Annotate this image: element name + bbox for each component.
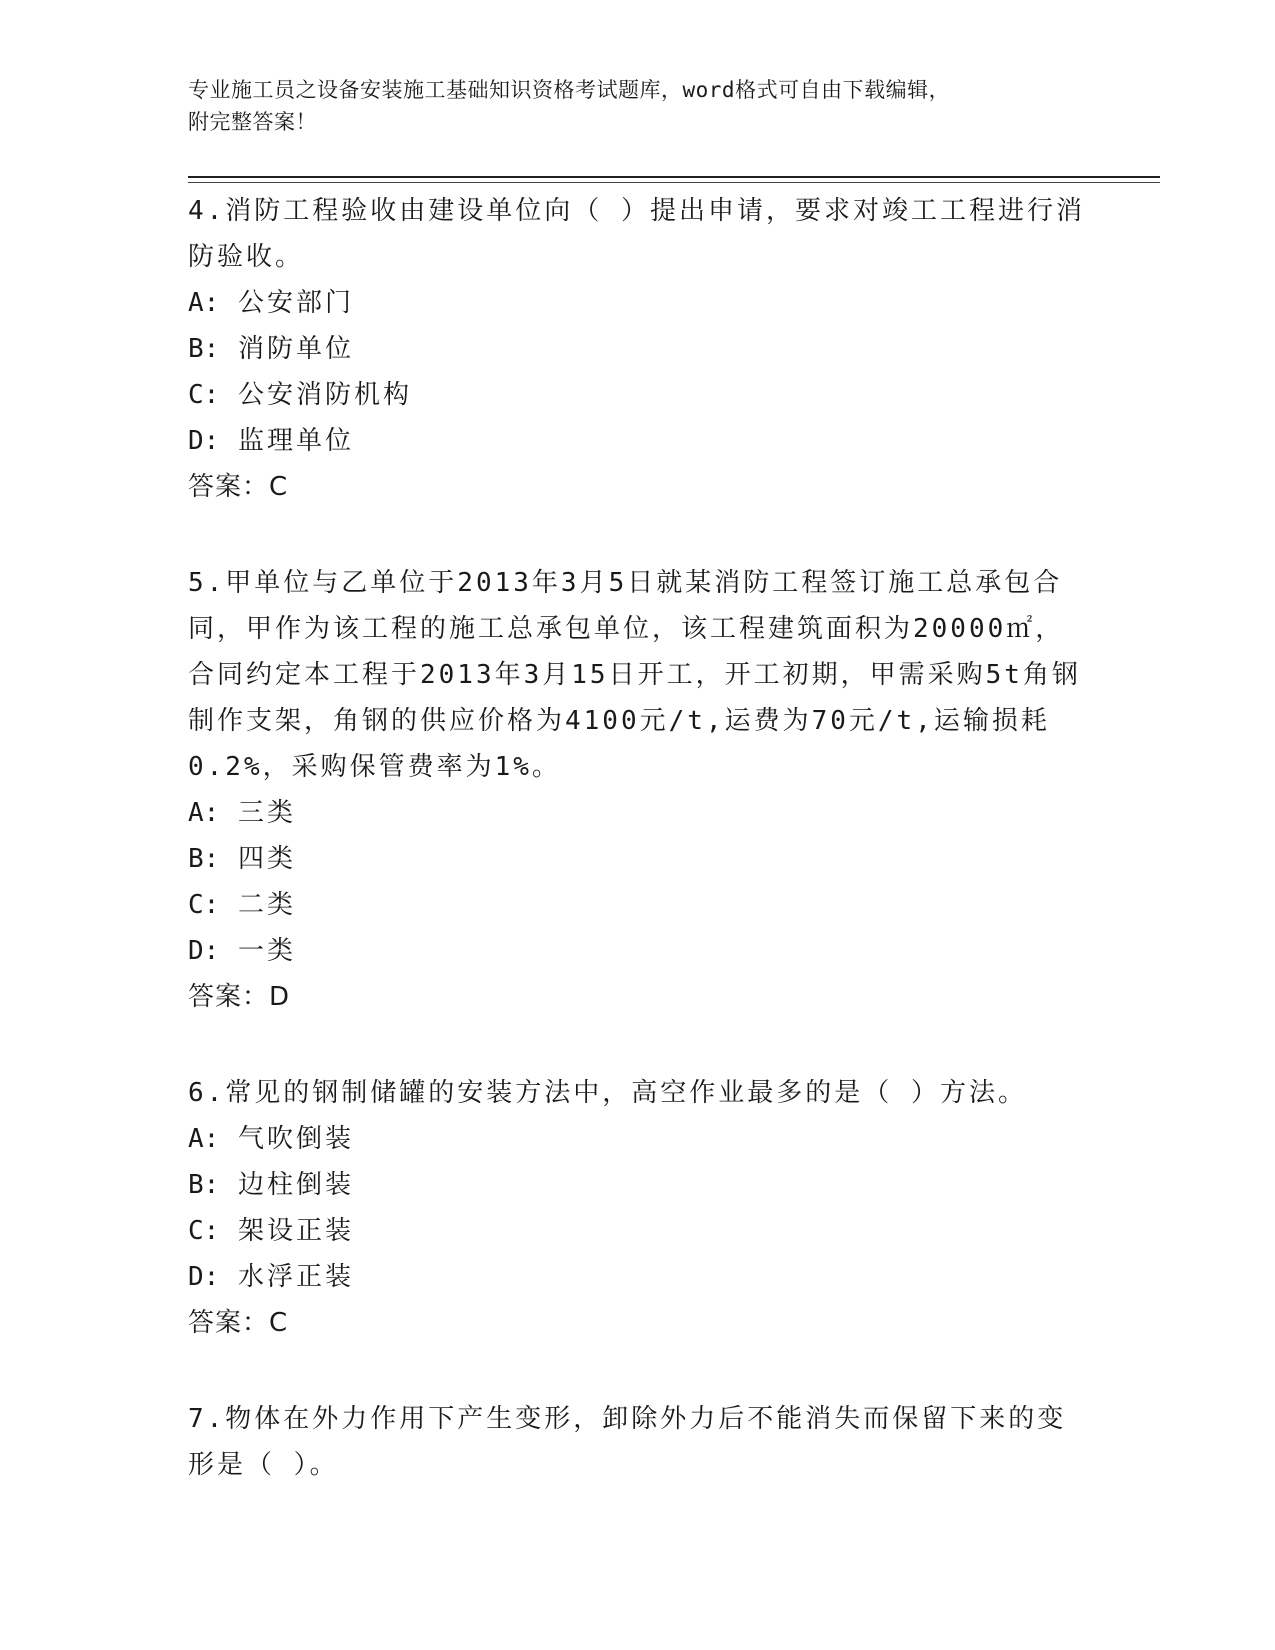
header-divider-thick xyxy=(188,176,1160,178)
option-letter: D: xyxy=(188,1262,220,1292)
option-c xyxy=(188,882,1088,928)
option-b xyxy=(188,1162,1088,1208)
option-a xyxy=(188,790,1088,836)
option-a xyxy=(188,280,1088,326)
option-text: 边柱倒装 xyxy=(237,1170,354,1200)
answer-label: 答案：D xyxy=(188,982,291,1012)
question-stem: 4.消防工程验收由建设单位向（ ）提出申请，要求对竣工工程进行消防验收。 xyxy=(188,196,1085,272)
option-letter: A: xyxy=(188,288,220,318)
option-text: 四类 xyxy=(237,844,296,874)
option-letter: D: xyxy=(188,936,220,966)
question-4 xyxy=(188,188,1088,510)
option-letter: A: xyxy=(188,1124,220,1154)
option-text: 公安消防机构 xyxy=(237,380,412,410)
option-letter: B: xyxy=(188,334,220,364)
question-stem: 7.物体在外力作用下产生变形，卸除外力后不能消失而保留下来的变形是（ ）。 xyxy=(188,1404,1067,1480)
question-7 xyxy=(188,1396,1088,1488)
option-text: 水浮正装 xyxy=(237,1262,354,1292)
option-text: 一类 xyxy=(237,936,296,966)
document-header xyxy=(188,74,1088,138)
question-5 xyxy=(188,560,1088,1020)
question-stem: 5.甲单位与乙单位于2013年3月5日就某消防工程签订施工总承包合同，甲作为该工程的施工总承包单位，该工程建筑面积为20000㎡，合同约定本工程于2013年3月15日开工，开工初期，甲需采购5t角钢制作支架，角钢的供应价格为4100元/t,运费为70元/t,运输损耗0.2%，采购保管费率为1%。 xyxy=(188,568,1081,782)
option-letter: C: xyxy=(188,380,220,410)
option-d xyxy=(188,928,1088,974)
option-text: 公安部门 xyxy=(237,288,354,318)
option-text: 消防单位 xyxy=(237,334,354,364)
option-letter: B: xyxy=(188,1170,220,1200)
option-letter: C: xyxy=(188,890,220,920)
header-line-2: 附完整答案！ xyxy=(188,110,317,134)
option-letter: D: xyxy=(188,426,220,456)
option-c xyxy=(188,372,1088,418)
option-letter: A: xyxy=(188,798,220,828)
option-c xyxy=(188,1208,1088,1254)
option-text: 架设正装 xyxy=(237,1216,354,1246)
header-line-1: 专业施工员之设备安装施工基础知识资格考试题库，word格式可自由下载编辑， xyxy=(188,78,951,102)
option-d xyxy=(188,1254,1088,1300)
header-divider-thin xyxy=(188,182,1160,183)
option-letter: B: xyxy=(188,844,220,874)
option-text: 气吹倒装 xyxy=(237,1124,354,1154)
option-b xyxy=(188,836,1088,882)
option-text: 三类 xyxy=(237,798,296,828)
option-text: 二类 xyxy=(237,890,296,920)
question-6 xyxy=(188,1070,1088,1346)
option-a xyxy=(188,1116,1088,1162)
answer-label: 答案：C xyxy=(188,1308,289,1338)
option-text: 监理单位 xyxy=(237,426,354,456)
option-b xyxy=(188,326,1088,372)
question-list xyxy=(188,188,1088,1538)
question-stem: 6.常见的钢制储罐的安装方法中，高空作业最多的是（ ）方法。 xyxy=(188,1078,1027,1108)
option-d xyxy=(188,418,1088,464)
answer-label: 答案：C xyxy=(188,472,289,502)
option-letter: C: xyxy=(188,1216,220,1246)
